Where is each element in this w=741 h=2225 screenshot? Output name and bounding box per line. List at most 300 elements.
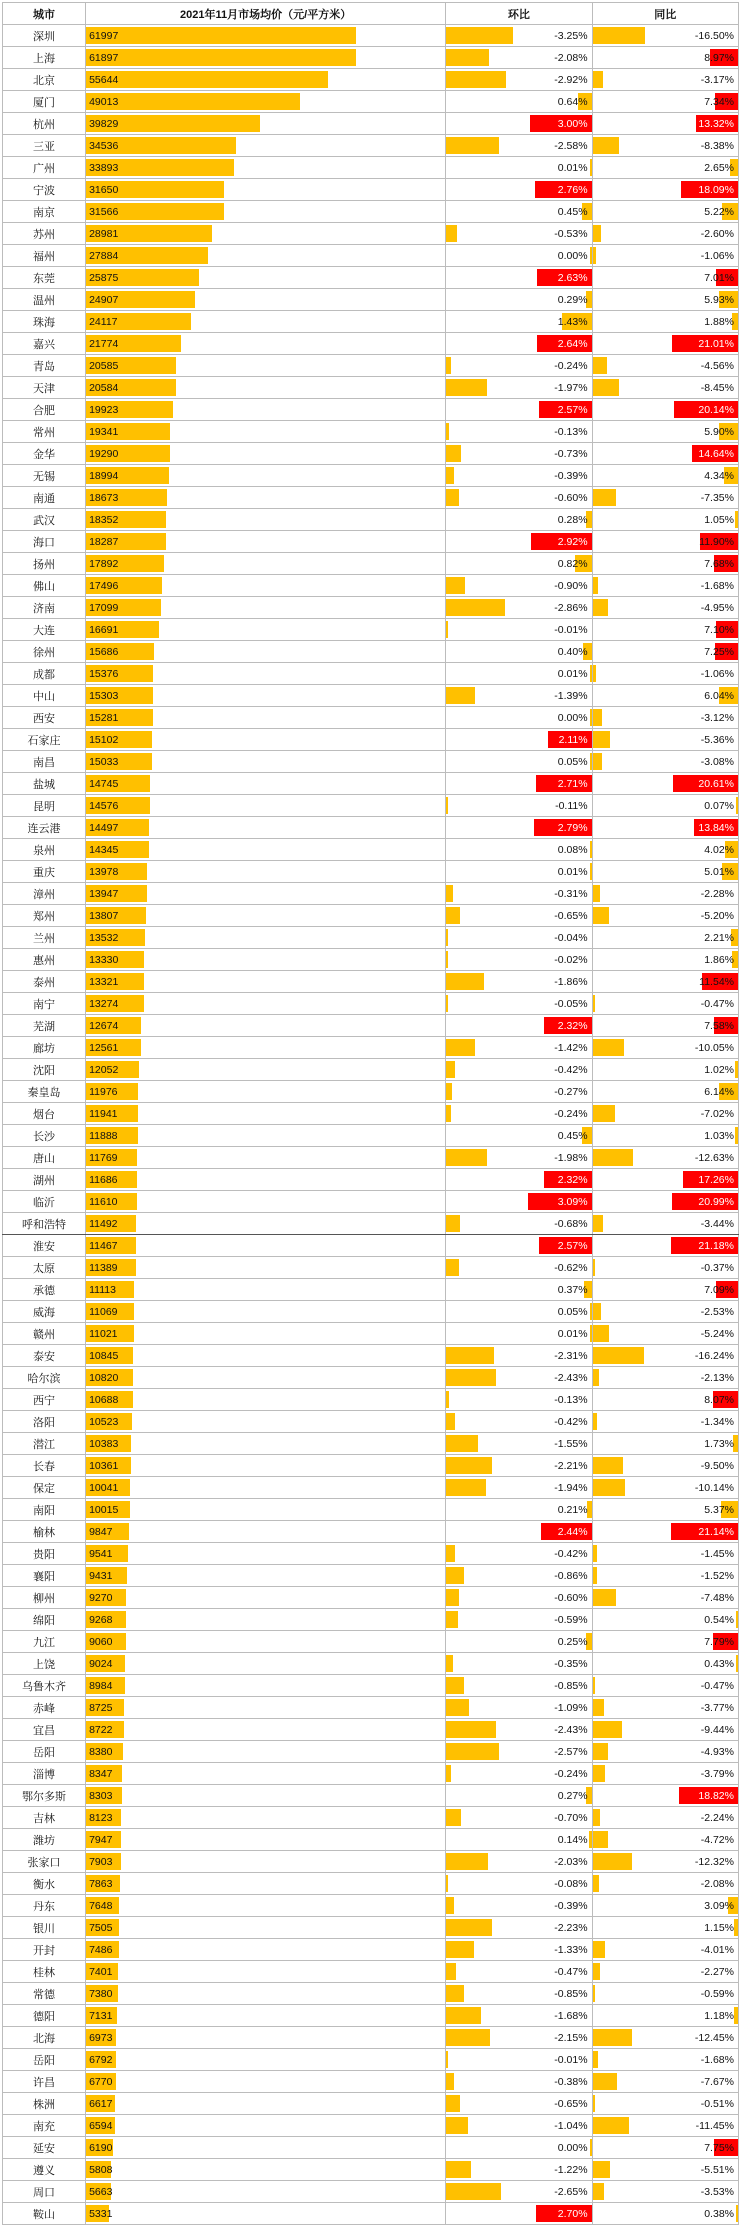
mom-bar	[446, 951, 448, 968]
price-bar-cell	[86, 1433, 446, 1455]
yoy-cell	[592, 2159, 738, 2181]
price-value: 9268	[89, 1613, 113, 1626]
price-bar-cell	[86, 1939, 446, 1961]
mom-value: -0.42%	[554, 1547, 588, 1560]
mom-bar	[446, 1061, 455, 1078]
yoy-value: -1.06%	[700, 249, 734, 262]
table-row	[3, 2049, 739, 2071]
yoy-cell	[592, 1697, 738, 1719]
mom-cell	[446, 1477, 592, 1499]
yoy-cell	[592, 113, 738, 135]
price-value: 8123	[89, 1811, 113, 1824]
price-value: 34536	[89, 139, 119, 152]
yoy-bar	[735, 1061, 738, 1078]
yoy-bar	[593, 1259, 595, 1276]
table-row	[3, 465, 739, 487]
yoy-cell	[592, 1653, 738, 1675]
table-row	[3, 1169, 739, 1191]
mom-value: -0.35%	[554, 1657, 588, 1670]
yoy-bar	[593, 1105, 615, 1122]
yoy-value: -2.53%	[700, 1305, 734, 1318]
yoy-value: 20.14%	[698, 403, 734, 416]
yoy-cell	[592, 1103, 738, 1125]
yoy-value: 7.01%	[704, 271, 734, 284]
mom-cell	[446, 1103, 592, 1125]
price-bar-cell	[86, 2005, 446, 2027]
table-row	[3, 1279, 739, 1301]
price-bar-cell	[86, 1631, 446, 1653]
city-label: 扬州	[3, 553, 86, 575]
city-label: 漳州	[3, 883, 86, 905]
city-label: 泰安	[3, 1345, 86, 1367]
mom-cell	[446, 1939, 592, 1961]
price-bar-cell	[86, 1455, 446, 1477]
mom-bar	[446, 599, 505, 616]
table-row	[3, 1609, 739, 1631]
table-row	[3, 707, 739, 729]
price-bar-cell	[86, 2115, 446, 2137]
table-row	[3, 883, 739, 905]
price-bar-cell	[86, 2071, 446, 2093]
table-row	[3, 1719, 739, 1741]
price-value: 11389	[89, 1261, 118, 1274]
price-value: 18994	[89, 469, 119, 482]
mom-cell	[446, 993, 592, 1015]
mom-value: -0.53%	[554, 227, 588, 240]
yoy-cell	[592, 685, 738, 707]
mom-bar	[446, 2161, 471, 2178]
price-value: 25875	[89, 271, 119, 284]
mom-bar	[446, 1149, 487, 1166]
table-row	[3, 1565, 739, 1587]
city-label: 长春	[3, 1455, 86, 1477]
price-bar-cell	[86, 113, 446, 135]
table-body	[3, 25, 739, 2225]
yoy-cell	[592, 1917, 738, 1939]
mom-bar	[446, 1875, 448, 1892]
mom-value: -0.42%	[554, 1063, 588, 1076]
price-bar-cell	[86, 157, 446, 179]
mom-value: -2.65%	[554, 2185, 588, 2198]
mom-bar	[446, 2095, 459, 2112]
mom-cell	[446, 1345, 592, 1367]
price-bar-cell	[86, 1697, 446, 1719]
price-value: 6770	[89, 2075, 113, 2088]
table-row	[3, 1873, 739, 1895]
mom-cell	[446, 267, 592, 289]
yoy-cell	[592, 619, 738, 641]
mom-value: 2.70%	[557, 2207, 588, 2220]
mom-cell	[446, 1983, 592, 2005]
mom-cell	[446, 619, 592, 641]
yoy-cell	[592, 1961, 738, 1983]
yoy-bar	[593, 731, 610, 748]
city-label: 杭州	[3, 113, 86, 135]
price-bar-cell	[86, 1653, 446, 1675]
price-bar-cell	[86, 1125, 446, 1147]
city-label: 张家口	[3, 1851, 86, 1873]
mom-cell	[446, 2049, 592, 2071]
mom-bar	[446, 379, 487, 396]
mom-bar	[446, 1589, 458, 1606]
yoy-value: -1.34%	[700, 1415, 734, 1428]
price-value: 61997	[89, 29, 119, 42]
mom-value: -0.05%	[554, 997, 588, 1010]
table-header-row	[3, 3, 739, 25]
price-bar	[86, 27, 356, 44]
city-label: 南昌	[3, 751, 86, 773]
city-label: 三亚	[3, 135, 86, 157]
city-label: 嘉兴	[3, 333, 86, 355]
mom-cell	[446, 1675, 592, 1697]
table-row	[3, 575, 739, 597]
yoy-cell	[592, 1829, 738, 1851]
price-value: 17892	[89, 557, 119, 570]
table-row	[3, 1147, 739, 1169]
mom-cell	[446, 465, 592, 487]
yoy-value: -3.12%	[700, 711, 734, 724]
yoy-cell	[592, 1169, 738, 1191]
price-bar-cell	[86, 421, 446, 443]
yoy-cell	[592, 1257, 738, 1279]
table-row	[3, 2005, 739, 2027]
price-bar-cell	[86, 685, 446, 707]
price-bar-cell	[86, 1345, 446, 1367]
yoy-value: -4.95%	[700, 601, 734, 614]
table-row	[3, 47, 739, 69]
yoy-value: 21.14%	[698, 1525, 734, 1538]
yoy-cell	[592, 1191, 738, 1213]
city-label: 东莞	[3, 267, 86, 289]
yoy-bar	[593, 2029, 632, 2046]
yoy-value: 7.10%	[704, 623, 734, 636]
table-row	[3, 179, 739, 201]
table-row	[3, 1675, 739, 1697]
price-value: 9270	[89, 1591, 113, 1604]
mom-value: -1.68%	[554, 2009, 588, 2022]
table-row	[3, 421, 739, 443]
price-bar-cell	[86, 2203, 446, 2225]
mom-value: -3.25%	[554, 29, 588, 42]
yoy-value: 14.64%	[698, 447, 734, 460]
yoy-cell	[592, 267, 738, 289]
mom-bar	[446, 1611, 458, 1628]
table-row	[3, 509, 739, 531]
mom-cell	[446, 2027, 592, 2049]
yoy-bar	[734, 2007, 738, 2024]
price-value: 11976	[89, 1085, 118, 1098]
yoy-cell	[592, 1565, 738, 1587]
mom-bar	[446, 357, 451, 374]
price-bar-cell	[86, 773, 446, 795]
yoy-value: -0.47%	[700, 1679, 734, 1692]
yoy-cell	[592, 1433, 738, 1455]
table-row	[3, 2093, 739, 2115]
price-value: 10820	[89, 1371, 119, 1384]
yoy-cell	[592, 839, 738, 861]
yoy-bar	[735, 511, 738, 528]
yoy-value: -16.50%	[694, 29, 734, 42]
yoy-value: 0.54%	[704, 1613, 734, 1626]
mom-value: -0.24%	[554, 1107, 588, 1120]
table-row	[3, 1345, 739, 1367]
price-value: 9541	[89, 1547, 113, 1560]
mom-value: 2.57%	[557, 403, 588, 416]
price-bar-cell	[86, 1807, 446, 1829]
price-bar-cell	[86, 949, 446, 971]
mom-value: 0.40%	[557, 645, 588, 658]
yoy-bar	[593, 1721, 623, 1738]
header-price: 2021年11月市场均价（元/平方米）	[86, 3, 446, 25]
city-label: 盐城	[3, 773, 86, 795]
mom-value: 0.37%	[557, 1283, 588, 1296]
mom-value: -0.85%	[554, 1987, 588, 2000]
table-row	[3, 1521, 739, 1543]
table-row	[3, 949, 739, 971]
price-bar-cell	[86, 2137, 446, 2159]
price-bar-cell	[86, 443, 446, 465]
table-row	[3, 861, 739, 883]
mom-cell	[446, 1323, 592, 1345]
yoy-bar	[593, 1699, 605, 1716]
yoy-cell	[592, 509, 738, 531]
yoy-cell	[592, 333, 738, 355]
yoy-bar	[593, 1941, 606, 1958]
mom-value: -0.42%	[554, 1415, 588, 1428]
yoy-bar	[593, 1545, 598, 1562]
city-label: 九江	[3, 1631, 86, 1653]
yoy-cell	[592, 245, 738, 267]
mom-value: 0.08%	[557, 843, 588, 856]
table-row	[3, 1411, 739, 1433]
mom-value: -0.47%	[554, 1965, 588, 1978]
yoy-cell	[592, 817, 738, 839]
mom-value: -0.86%	[554, 1569, 588, 1582]
price-value: 10845	[89, 1349, 119, 1362]
yoy-cell	[592, 201, 738, 223]
price-bar-cell	[86, 619, 446, 641]
yoy-cell	[592, 1785, 738, 1807]
yoy-value: 7.25%	[704, 645, 734, 658]
price-bar-cell	[86, 1521, 446, 1543]
yoy-value: 11.90%	[699, 535, 734, 548]
yoy-value: 1.18%	[704, 2009, 734, 2022]
price-value: 13532	[89, 931, 119, 944]
table-row	[3, 1697, 739, 1719]
price-bar-cell	[86, 641, 446, 663]
table-row	[3, 377, 739, 399]
price-value: 6594	[89, 2119, 113, 2132]
mom-cell	[446, 531, 592, 553]
price-bar	[86, 71, 328, 88]
table-row	[3, 1037, 739, 1059]
mom-value: 3.09%	[557, 1195, 588, 1208]
yoy-value: 7.79%	[704, 1635, 734, 1648]
yoy-bar	[736, 797, 738, 814]
mom-bar	[446, 1347, 494, 1364]
yoy-cell	[592, 2137, 738, 2159]
yoy-cell	[592, 1719, 738, 1741]
table-row	[3, 1807, 739, 1829]
mom-cell	[446, 1455, 592, 1477]
price-value: 11492	[89, 1217, 118, 1230]
table-row	[3, 1653, 739, 1675]
price-bar-cell	[86, 1389, 446, 1411]
price-bar-cell	[86, 1543, 446, 1565]
mom-bar	[446, 1853, 488, 1870]
mom-cell	[446, 575, 592, 597]
yoy-cell	[592, 641, 738, 663]
mom-cell	[446, 1785, 592, 1807]
mom-cell	[446, 1851, 592, 1873]
mom-cell	[446, 1543, 592, 1565]
city-label: 常州	[3, 421, 86, 443]
yoy-bar	[593, 753, 603, 770]
mom-value: 2.11%	[558, 733, 588, 746]
yoy-cell	[592, 751, 738, 773]
table-row	[3, 1477, 739, 1499]
table-row	[3, 663, 739, 685]
yoy-bar	[593, 1479, 625, 1496]
mom-cell	[446, 509, 592, 531]
mom-value: 2.32%	[557, 1173, 588, 1186]
yoy-cell	[592, 1543, 738, 1565]
mom-value: -0.60%	[554, 491, 588, 504]
price-value: 9024	[89, 1657, 113, 1670]
mom-bar	[446, 2117, 467, 2134]
mom-cell	[446, 1653, 592, 1675]
price-value: 11069	[89, 1305, 118, 1318]
mom-value: -2.43%	[554, 1723, 588, 1736]
price-bar-cell	[86, 1037, 446, 1059]
mom-bar	[446, 1941, 473, 1958]
yoy-value: 7.68%	[704, 557, 734, 570]
city-label: 金华	[3, 443, 86, 465]
table-row	[3, 2203, 739, 2225]
price-bar-cell	[86, 1719, 446, 1741]
table-row	[3, 1125, 739, 1147]
city-label: 徐州	[3, 641, 86, 663]
table-row	[3, 1433, 739, 1455]
price-value: 14345	[89, 843, 119, 856]
price-value: 7505	[89, 1921, 113, 1934]
yoy-value: -0.47%	[700, 997, 734, 1010]
yoy-cell	[592, 861, 738, 883]
price-bar-cell	[86, 1851, 446, 1873]
mom-cell	[446, 1741, 592, 1763]
yoy-value: 3.09%	[704, 1899, 734, 1912]
city-label: 苏州	[3, 223, 86, 245]
yoy-bar	[593, 1567, 598, 1584]
yoy-value: -3.08%	[700, 755, 734, 768]
mom-cell	[446, 927, 592, 949]
mom-bar	[446, 1655, 453, 1672]
yoy-cell	[592, 157, 738, 179]
mom-value: -0.85%	[554, 1679, 588, 1692]
price-value: 33893	[89, 161, 119, 174]
yoy-cell	[592, 971, 738, 993]
yoy-cell	[592, 707, 738, 729]
price-value: 12052	[89, 1063, 119, 1076]
table-row	[3, 905, 739, 927]
yoy-bar	[593, 1457, 623, 1474]
table-row	[3, 2137, 739, 2159]
mom-cell	[446, 1829, 592, 1851]
yoy-value: 8.97%	[704, 51, 734, 64]
price-bar-cell	[86, 1213, 446, 1235]
price-bar-cell	[86, 1785, 446, 1807]
price-value: 16691	[89, 623, 119, 636]
price-value: 5808	[89, 2163, 113, 2176]
price-bar-cell	[86, 1323, 446, 1345]
mom-value: -0.90%	[554, 579, 588, 592]
price-bar-cell	[86, 223, 446, 245]
yoy-cell	[592, 1367, 738, 1389]
table-row	[3, 751, 739, 773]
mom-value: 0.00%	[557, 249, 588, 262]
price-value: 7863	[89, 1877, 113, 1890]
table-row	[3, 729, 739, 751]
yoy-cell	[592, 1763, 738, 1785]
mom-bar	[446, 2051, 448, 2068]
mom-cell	[446, 1279, 592, 1301]
yoy-bar	[593, 907, 609, 924]
yoy-value: 7.58%	[704, 1019, 734, 1032]
mom-cell	[446, 1873, 592, 1895]
city-label: 南宁	[3, 993, 86, 1015]
mom-value: 0.21%	[557, 1503, 588, 1516]
mom-bar	[446, 1897, 454, 1914]
yoy-value: -3.77%	[700, 1701, 734, 1714]
mom-cell	[446, 1565, 592, 1587]
city-label: 延安	[3, 2137, 86, 2159]
yoy-value: -0.51%	[700, 2097, 734, 2110]
yoy-value: 2.21%	[704, 931, 734, 944]
city-label: 上海	[3, 47, 86, 69]
price-value: 11941	[89, 1107, 118, 1120]
mom-value: 0.25%	[557, 1635, 588, 1648]
table-row	[3, 135, 739, 157]
city-label: 大连	[3, 619, 86, 641]
yoy-cell	[592, 1081, 738, 1103]
city-label: 惠州	[3, 949, 86, 971]
price-value: 17099	[89, 601, 119, 614]
mom-value: -0.31%	[554, 887, 588, 900]
mom-cell	[446, 113, 592, 135]
mom-cell	[446, 487, 592, 509]
city-label: 开封	[3, 1939, 86, 1961]
yoy-value: -7.67%	[700, 2075, 734, 2088]
yoy-value: -7.02%	[700, 1107, 734, 1120]
table-row	[3, 1587, 739, 1609]
mom-cell	[446, 1191, 592, 1213]
price-bar-cell	[86, 1565, 446, 1587]
mom-value: 0.00%	[557, 711, 588, 724]
mom-cell	[446, 949, 592, 971]
price-value: 15686	[89, 645, 119, 658]
yoy-value: 21.01%	[698, 337, 734, 350]
mom-value: 2.32%	[557, 1019, 588, 1032]
yoy-cell	[592, 25, 738, 47]
city-label: 南阳	[3, 1499, 86, 1521]
mom-value: 2.44%	[557, 1525, 588, 1538]
city-label: 泰州	[3, 971, 86, 993]
table-row	[3, 1763, 739, 1785]
mom-bar	[446, 1391, 449, 1408]
price-value: 15102	[89, 733, 119, 746]
yoy-value: -4.01%	[700, 1943, 734, 1956]
price-bar-cell	[86, 1301, 446, 1323]
